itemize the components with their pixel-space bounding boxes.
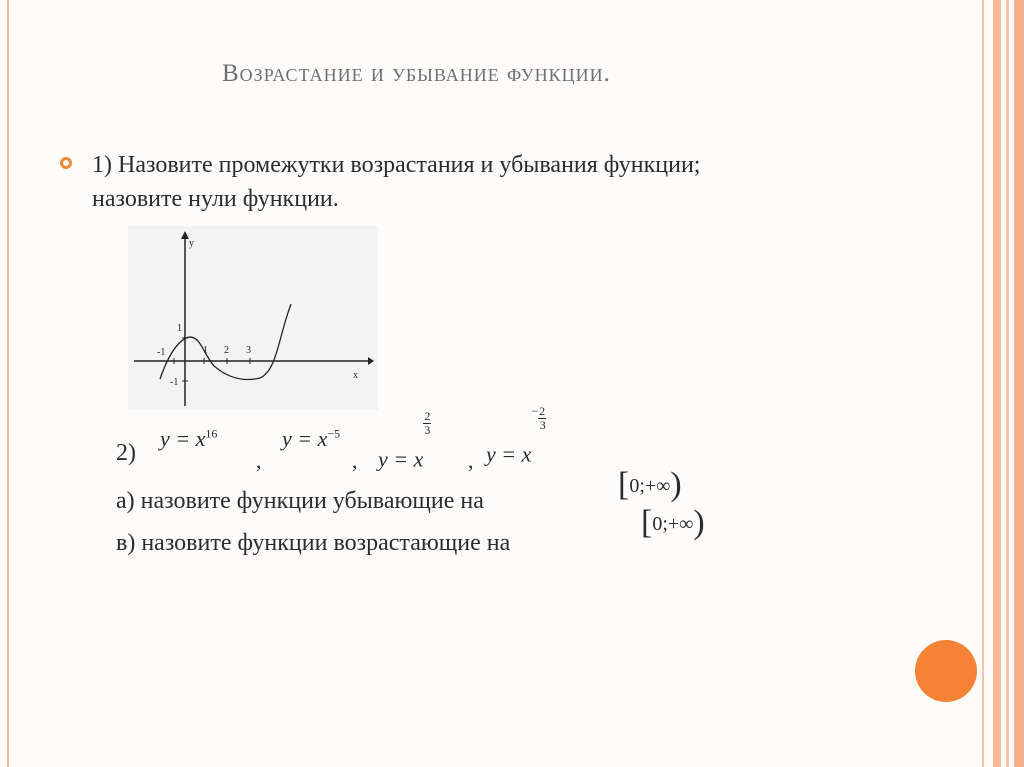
- interval-a: [0;+∞): [618, 466, 682, 503]
- frame-right-line-4: [1014, 0, 1024, 767]
- tick-label-y-minus1: -1: [170, 377, 179, 388]
- question-2-label: 2): [116, 440, 136, 466]
- axis-x-label: x: [353, 370, 358, 381]
- question-2b: в) назовите функции возрастающие на: [116, 530, 511, 556]
- question-1: [92, 148, 700, 216]
- x-axis-arrow: [368, 357, 374, 365]
- function-graph: [128, 226, 378, 410]
- formula-4: y = x −2 3: [486, 404, 546, 467]
- decorative-circle: [915, 640, 977, 702]
- separator-3: ,: [468, 448, 474, 473]
- question-2a: а) назовите функции убывающие на: [116, 488, 484, 514]
- frame-left-line: [7, 0, 9, 767]
- frame-right-line-2: [993, 0, 1001, 767]
- question-1-line1: 1) Назовите промежутки возрастания и убывания функции;: [92, 152, 701, 178]
- formula-1: $y = x^{16}$: [160, 426, 218, 451]
- tick-label-y-1: 1: [177, 323, 182, 334]
- bullet-icon: [60, 157, 72, 169]
- tick-label-x-minus1: -1: [157, 347, 166, 358]
- frame-right-line-3: [1006, 0, 1009, 767]
- tick-label-x-1: 1: [203, 345, 208, 356]
- function-curve: [160, 304, 291, 380]
- separator-2: ,: [352, 448, 358, 473]
- tick-label-x-3: 3: [246, 345, 251, 356]
- question-1-line2: назовите нули функции.: [92, 186, 339, 212]
- frame-right-line-1: [982, 0, 984, 767]
- formula-3: y = x $\frac{2}{3}$: [378, 409, 431, 472]
- tick-label-x-2: 2: [224, 345, 229, 356]
- axis-y-label: y: [189, 238, 194, 249]
- slide-title: Возрастание и убывание функции.: [222, 60, 611, 87]
- y-axis-arrow: [181, 231, 189, 239]
- formula-2: $y = x^{-5}$: [282, 426, 341, 451]
- interval-b: [0;+∞): [641, 504, 705, 541]
- separator-1: ,: [256, 448, 262, 473]
